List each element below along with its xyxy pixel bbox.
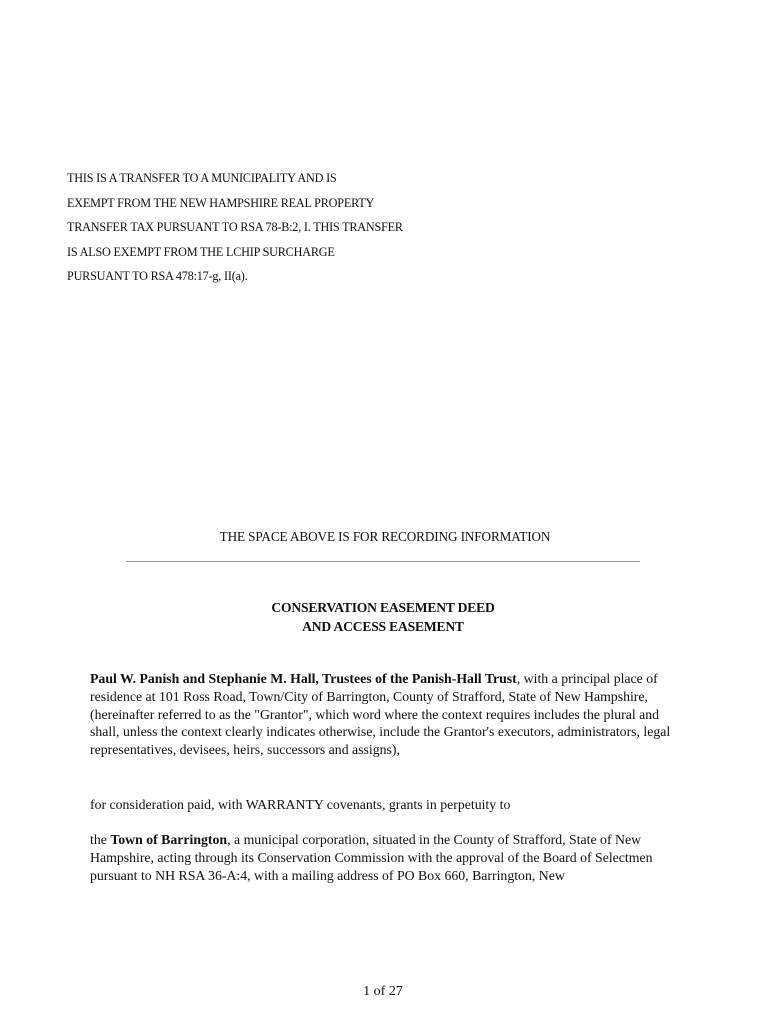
exemption-line: TRANSFER TAX PURSUANT TO RSA 78-B:2, I. THIS TRANSFER bbox=[67, 220, 403, 234]
title-line-2: AND ACCESS EASEMENT bbox=[302, 619, 464, 634]
grantor-paragraph bbox=[90, 670, 682, 759]
document-title bbox=[0, 598, 766, 636]
grantee-details: , a municipal corporation, situated in the County of Strafford, State of New Hampshire, acting through its Conservation Commission with the approval of the Board of Selectmen pursuant to NH RSA 36-A:4, with a mailing address of PO Box 660, Barrington, New bbox=[90, 832, 653, 883]
page-number: 1 of 27 bbox=[363, 984, 403, 999]
grantee-prefix: the bbox=[90, 832, 111, 847]
exemption-line: IS ALSO EXEMPT FROM THE LCHIP SURCHARGE bbox=[67, 244, 335, 259]
recording-divider bbox=[126, 561, 640, 562]
title-line-1: CONSERVATION EASEMENT DEED bbox=[271, 600, 495, 615]
exemption-line: EXEMPT FROM THE NEW HAMPSHIRE REAL PROPERTY bbox=[67, 195, 375, 210]
grantor-name: Paul W. Panish and Stephanie M. Hall, Trustees of the Panish-Hall Trust bbox=[90, 671, 517, 686]
grantor-details: , with a principal place of residence at 101 Ross Road, Town/City of Barrington, County of Strafford, State of New Hampshire, (hereinafter referred to as the "Grantor", which word where the context requires includes the plural and shall, unless the context clearly indicates otherwise, include the Grantor's executors, administrators, legal representatives, devisees, heirs, successors and assigns), bbox=[90, 671, 671, 758]
recording-space-note: THE SPACE ABOVE IS FOR RECORDING INFORMATION bbox=[219, 529, 551, 544]
tax-exemption-notice bbox=[67, 169, 527, 292]
exemption-line: PURSUANT TO RSA 478:17-g, II(a). bbox=[67, 269, 248, 283]
exemption-line: THIS IS A TRANSFER TO A MUNICIPALITY AND IS bbox=[67, 171, 337, 185]
consideration-paragraph: for consideration paid, with WARRANTY covenants, grants in perpetuity to bbox=[90, 797, 511, 812]
grantee-name: Town of Barrington bbox=[110, 832, 228, 847]
grantee-paragraph bbox=[90, 831, 682, 884]
